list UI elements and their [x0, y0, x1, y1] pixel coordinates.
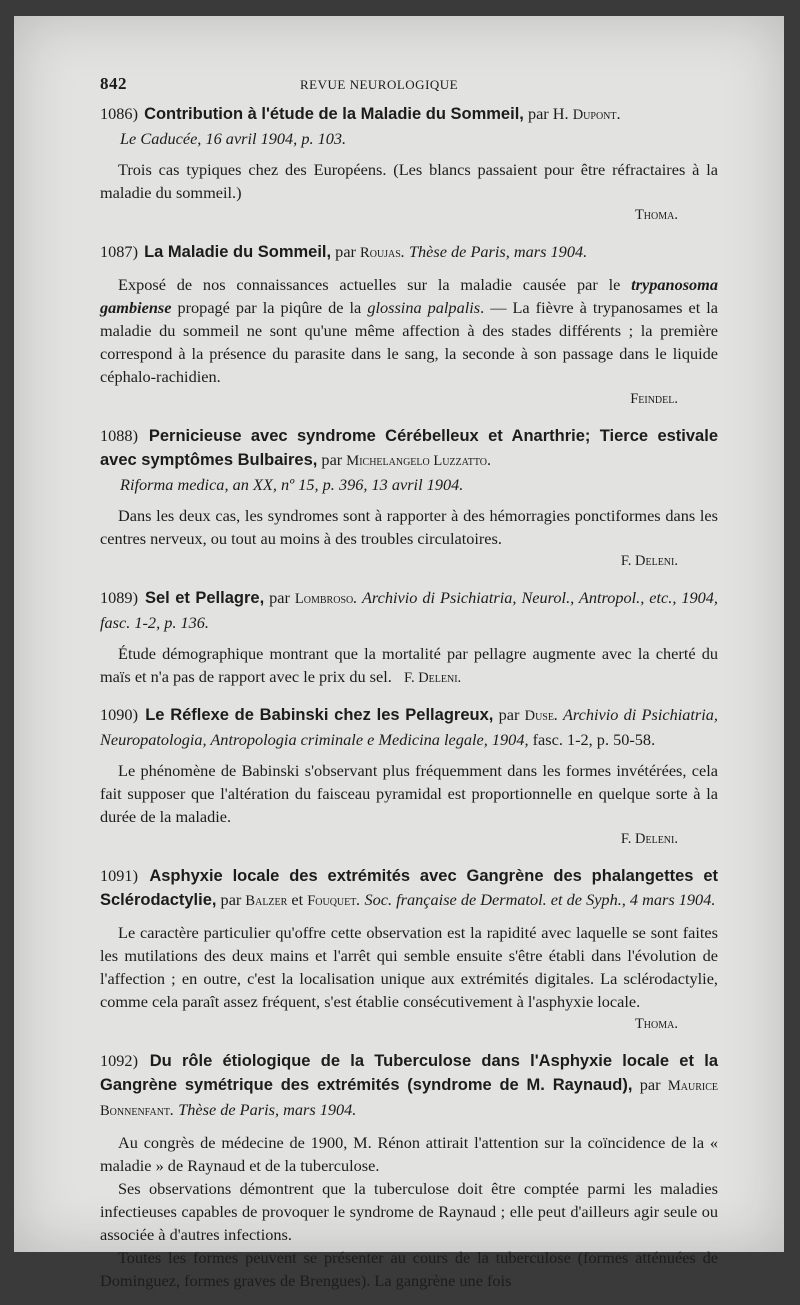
by-text: par — [264, 588, 295, 607]
species-name: trypanosoma gambiense — [100, 275, 718, 317]
entry-title: La Maladie du Sommeil, — [144, 243, 332, 261]
entry-heading — [100, 703, 718, 751]
entry-1087 — [100, 240, 718, 411]
abstract — [100, 921, 718, 1013]
reviewer: F. Deleni. — [620, 553, 678, 569]
entry-number: 1089) — [100, 588, 138, 607]
author: Duse — [524, 708, 554, 724]
entry-number: 1090) — [100, 705, 138, 724]
entry-1088 — [100, 424, 718, 573]
entry-heading: 1086) Contribution à l'étude de la Maladie du Sommeil, par H. Dupont. — [100, 104, 621, 123]
by-text: par — [216, 890, 246, 909]
abstract-text: Exposé de nos connaissances actuelles sur la maladie causée par le — [118, 275, 632, 294]
author: Fouquet — [307, 893, 357, 909]
entry-heading — [100, 864, 718, 913]
entry-1089 — [100, 586, 718, 690]
running-header — [100, 72, 718, 96]
abstract-text: Étude démographique montrant que la mortalité par pellagre augmente avec la cherté du maïs et n'a pas de rapport avec le prix du sel. — [100, 644, 718, 686]
species-name: glossina palpalis — [367, 298, 481, 317]
page-number: 842 — [100, 74, 127, 93]
reviewer: F. Deleni. — [404, 670, 462, 686]
abstract-text: Le caractère particulier qu'offre cette observation est la rapidité avec laquelle se sont faites les mutilations des deux mains et l'arrêt qui semble ensuite s'être établi dans l'évolution de l'affection ; en outre, c'est la localisation unique aux extrémités digitales. La sclérodactylie, comme cela paraît assez fréquent, s'est établie consécutivement à l'asphyxie locale. — [100, 923, 718, 1011]
entry-number: 1086) — [100, 104, 138, 123]
entry-title: Asphyxie locale des extrémités avec Gangrène des phalangettes et Sclérodactylie, — [100, 867, 718, 909]
and-text: et — [287, 890, 308, 909]
reviewer: Thoma. — [634, 207, 678, 223]
author: Roujas — [360, 245, 401, 261]
reviewer: Thoma. — [634, 1016, 678, 1032]
page-content — [100, 72, 718, 1305]
abstract-text: propagé par la piqûre de la — [171, 298, 368, 317]
abstract — [100, 1131, 718, 1292]
paragraph: Toutes les formes peuvent se présenter au cours de la tuberculose (formes atténuées de Dominguez, formes graves de Brengues). La gangrène une fois — [100, 1248, 718, 1290]
entry-title: Sel et Pellagre, — [144, 589, 265, 607]
entry-1090 — [100, 703, 718, 851]
abstract — [100, 642, 718, 690]
abstract — [100, 759, 718, 828]
abstract — [100, 158, 718, 204]
entry-title: Pernicieuse avec syndrome Cérébelleux et Anarthrie; Tierce estivale avec symptômes Bulbaires, — [100, 427, 718, 469]
source: . Archivio di Psichiatria, Neuropatologia, Antropologia criminale e Medicina legale, 1904, — [100, 705, 718, 749]
by-text: par H. — [523, 104, 573, 123]
by-text: par — [331, 242, 361, 261]
source: Le Caducée, 16 avril 1904, p. 103. — [120, 129, 347, 148]
author: Maurice Bonnenfant — [100, 1078, 718, 1119]
entry-title: Du rôle étiologique de la Tuberculose dans l'Asphyxie locale et la Gangrène symétrique des extrémités (syndrome de M. Raynaud), — [100, 1052, 718, 1094]
entry-number: 1088) — [100, 426, 138, 445]
entry-title: Contribution à l'étude de la Maladie du Sommeil, — [144, 105, 524, 123]
entry-heading: 1088) Pernicieuse avec syndrome Cérébelleux et Anarthrie; Tierce estivale avec symptômes Bulbaires, par Michelangelo Luzzatto. — [100, 426, 718, 469]
source-pages: fasc. 1-2, p. 50-58. — [528, 730, 656, 749]
source: . Archivio di Psichiatria, Neurol., Antropol., etc., 1904, fasc. 1-2, p. 136. — [100, 588, 718, 632]
abstract-text: Dans les deux cas, les syndromes sont à rapporter à des hémorragies ponctiformes dans les centres nerveux, ou tout au moins à des troubles circulatoires. — [100, 506, 718, 548]
source: . Thèse de Paris, mars 1904. — [400, 242, 588, 261]
by-text: par — [493, 705, 525, 724]
author: Balzer — [245, 893, 288, 909]
entry-1091 — [100, 864, 718, 1036]
abstract-text: Le phénomène de Babinski s'observant plus fréquemment dans les formes invétérées, cela fait supposer que l'altération du faisceau pyramidal est proportionnelle en quelque sorte à la durée de la maladie. — [100, 761, 718, 826]
source: . Thèse de Paris, mars 1904. — [170, 1100, 357, 1119]
entry-title: Le Réflexe de Babinski chez les Pellagreux, — [145, 706, 494, 724]
entry-number: 1087) — [100, 242, 138, 261]
entry-heading — [100, 586, 718, 634]
author: Dupont — [572, 107, 617, 123]
abstract-text: . — La fièvre à trypanosames et la maladie du sommeil ne sont qu'une même affection à des stades différents ; la première correspond à la présence du parasite dans le sang, la seconde à son passage dans le liquide céphalo-rachidien. — [100, 298, 718, 386]
reviewer: F. Deleni. — [620, 831, 678, 847]
entry-1086 — [100, 102, 718, 227]
paragraph: Au congrès de médecine de 1900, M. Rénon attirait l'attention sur la coïncidence de la « maladie » de Raynaud et de la tuberculose. — [100, 1133, 718, 1175]
paragraph: Ses observations démontrent que la tuberculose doit être comptée parmi les maladies infectieuses capables de provoquer le syndrome de Raynaud ; elle peut d'ailleurs agir seule ou associée à d'autres infections. — [100, 1179, 718, 1244]
entry-heading — [100, 240, 718, 265]
author: Michelangelo Luzzatto — [346, 453, 488, 469]
reviewer: Feindel. — [630, 391, 678, 407]
abstract-text: Trois cas typiques chez des Européens. (Les blancs passaient pour être réfractaires à la maladie du sommeil.) — [100, 160, 718, 202]
running-title: REVUE NEUROLOGIQUE — [300, 77, 459, 92]
entry-heading — [100, 1049, 718, 1123]
by-text: par — [632, 1075, 668, 1094]
abstract — [100, 273, 718, 388]
abstract — [100, 504, 718, 550]
entry-1092 — [100, 1049, 718, 1292]
source: Riforma medica, an XX, nº 15, p. 396, 13 avril 1904. — [120, 475, 464, 494]
entry-number: 1091) — [100, 866, 138, 885]
entry-number: 1092) — [100, 1051, 138, 1070]
author: Lombroso — [294, 591, 354, 607]
by-text: par — [317, 450, 347, 469]
source: . Soc. française de Dermatol. et de Syph., 4 mars 1904. — [356, 890, 716, 909]
